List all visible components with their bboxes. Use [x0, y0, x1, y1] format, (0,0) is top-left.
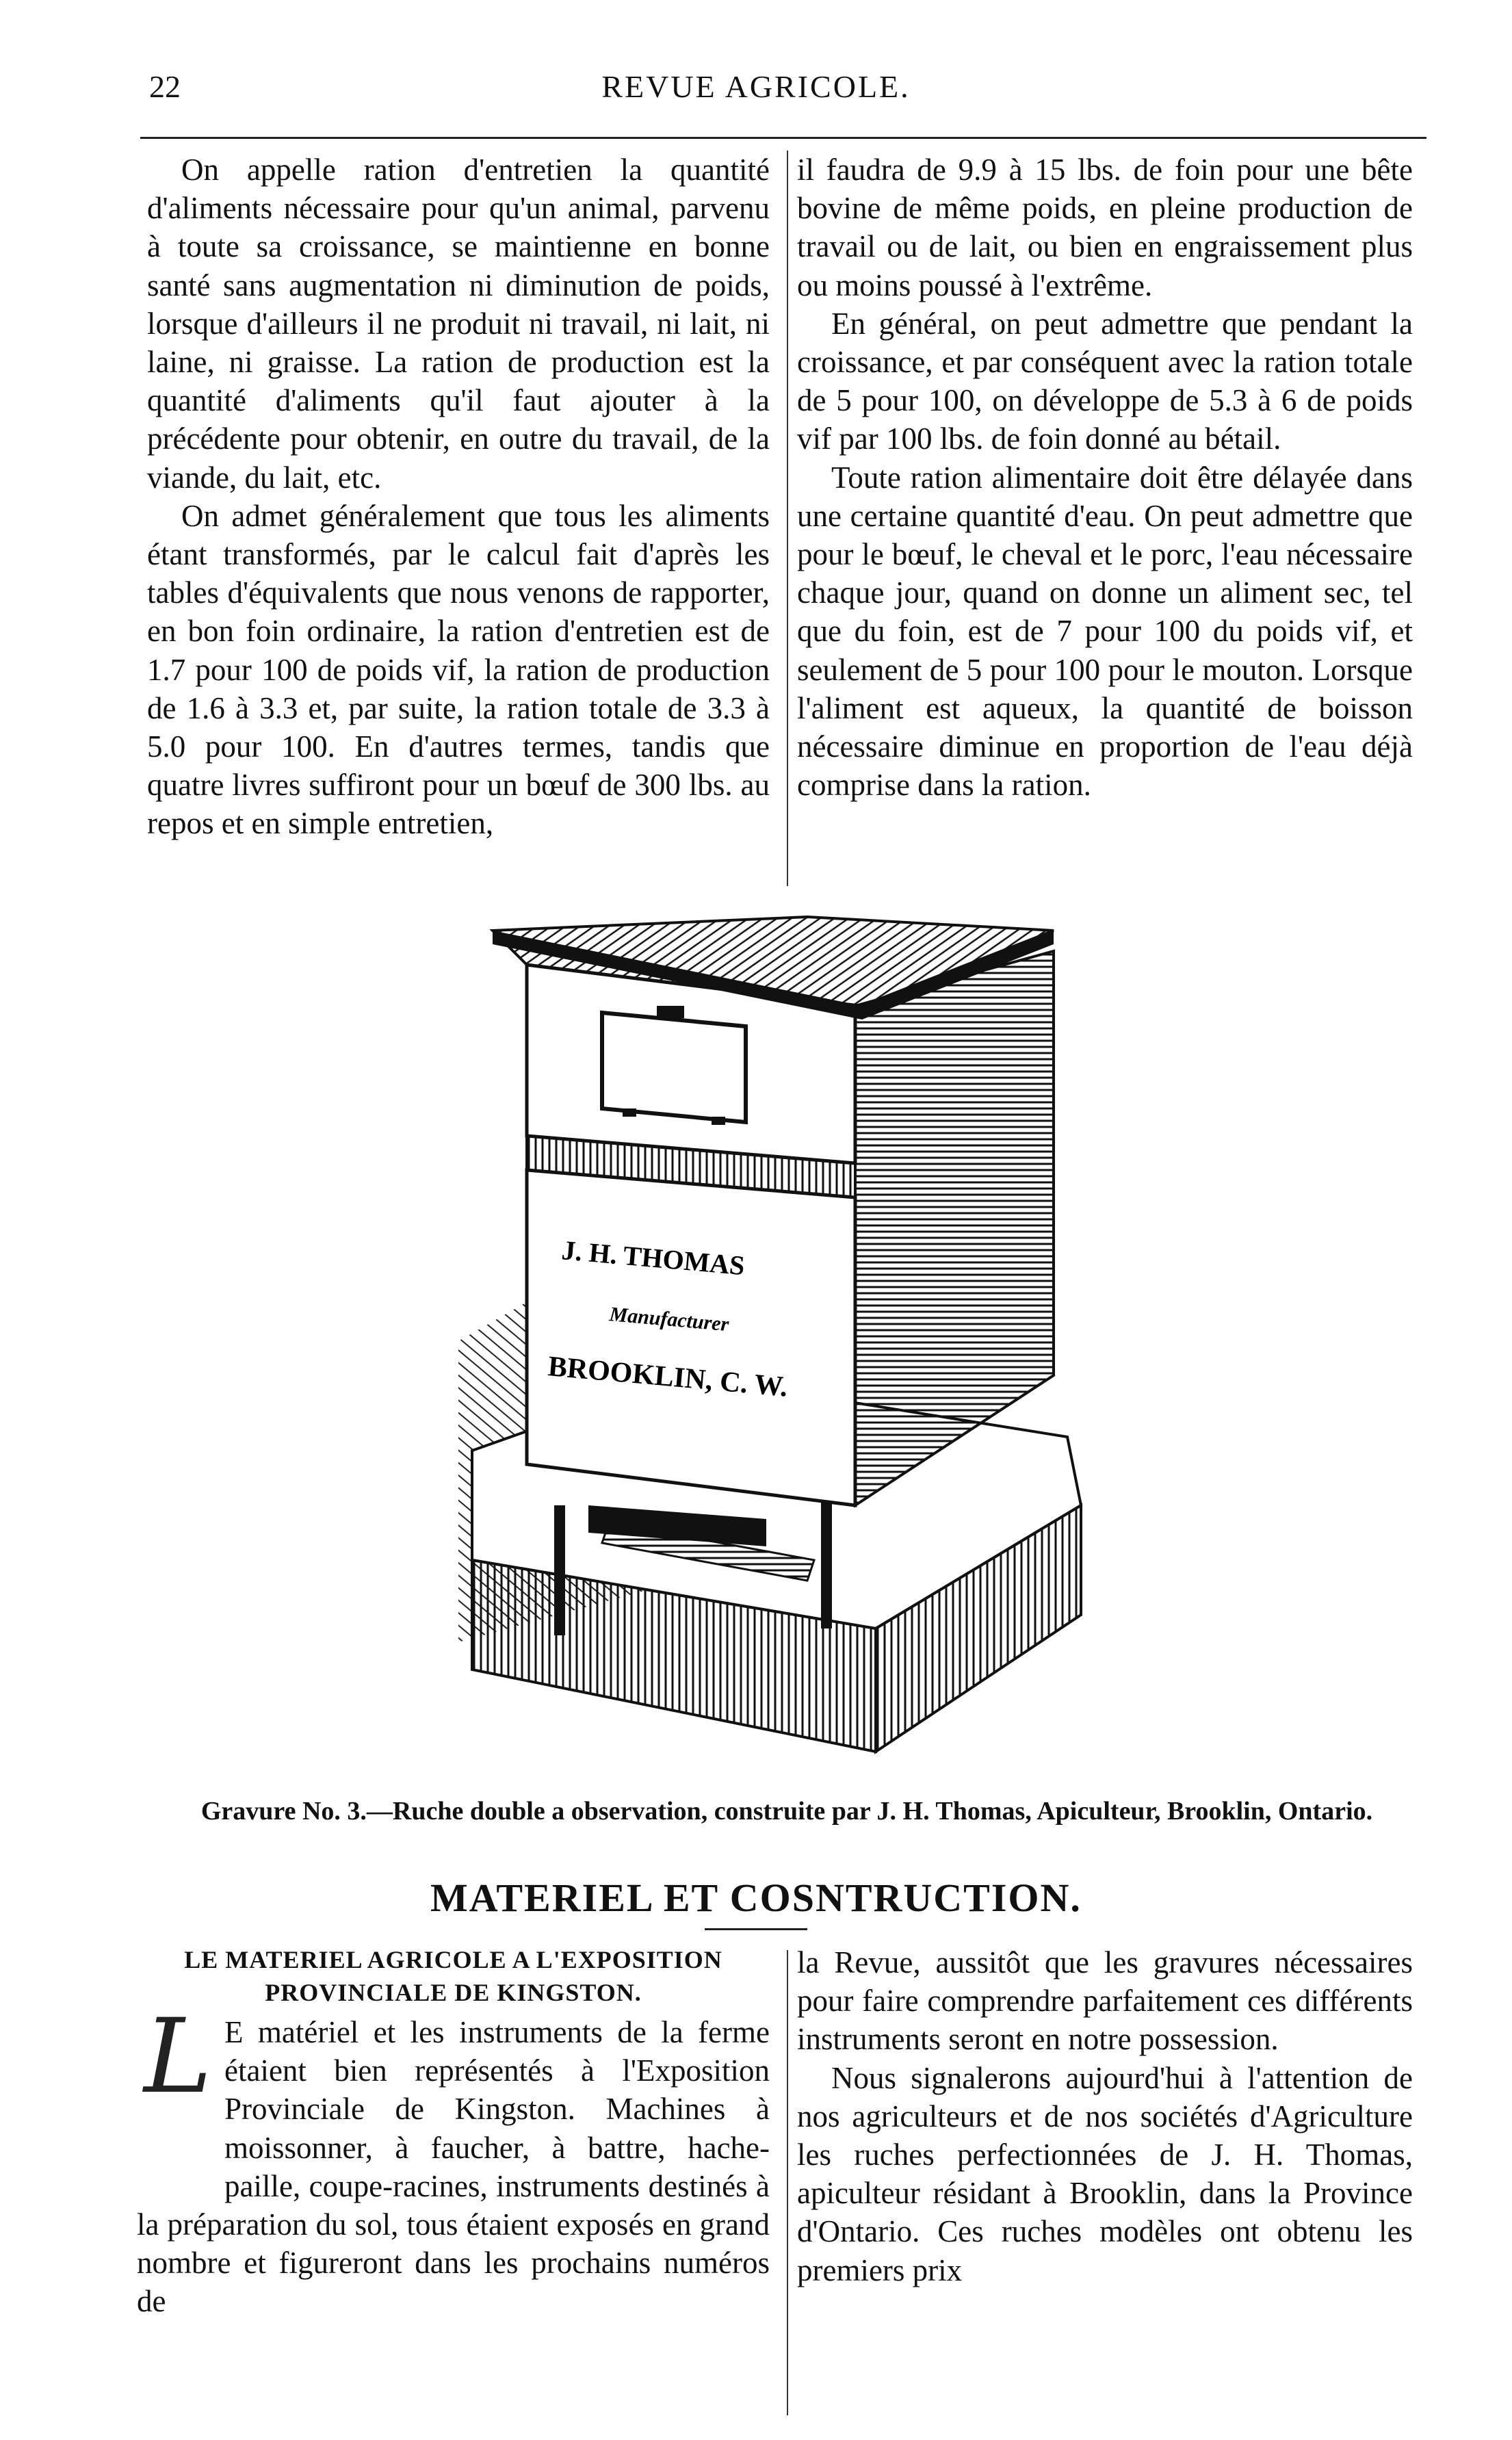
hive-front-lower	[527, 1170, 855, 1505]
paragraph: Nous signalerons aujourd'hui à l'attention de nos agriculteurs et de nos sociétés d'Agriculture les ruches perfectionnées de J. H. Thomas, apiculteur résidant à Brooklin, dans la Province d'Ontario. Ces ruches modèles ont obtenu les premiers prix	[797, 2060, 1413, 2287]
observation-window	[602, 1013, 746, 1122]
bottom-left-column	[137, 1943, 770, 2321]
top-right-column	[797, 151, 1413, 804]
paragraph: la Revue, aussitôt que les gravures nécessaires pour faire comprendre parfaitement ces différents instruments seront en notre possession.	[797, 1945, 1413, 2057]
hive-label-maker: Manufacturer	[608, 1303, 730, 1336]
column-divider	[787, 151, 788, 886]
hive-leg	[554, 1505, 565, 1635]
figure-caption: Gravure No. 3.—Ruche double a observation, construite par J. H. Thomas, Apiculteur, Brooklin, Ontario.	[200, 1797, 1373, 1826]
paragraph: Toute ration alimentaire doit être délayée dans une certaine quantité d'eau. On peut admettre que pour le bœuf, le cheval et le porc, l'eau nécessaire chaque jour, quand on donne un aliment sec, tel que du foin, est de 7 pour 100 du poids vif, et seulement de 5 pour 100 pour le mouton. Lorsque l'aliment est aqueux, la quantité de boisson nécessaire diminue en proportion de l'eau déjà comprise dans la ration.	[797, 460, 1413, 803]
hive-side	[855, 951, 1054, 1505]
beehive-engraving	[452, 903, 1108, 1786]
window-latch	[657, 1006, 684, 1018]
section-rule	[705, 1928, 807, 1930]
hive-leg	[821, 1498, 832, 1628]
paragraph: il faudra de 9.9 à 15 lbs. de foin pour une bête bovine de même poids, en pleine production de travail ou de lait, ou bien en engraissement plus ou moins poussé à l'extrême.	[797, 153, 1413, 302]
page-number: 22	[149, 69, 181, 104]
paragraph: En général, on peut admettre que pendant la croissance, et par conséquent avec la ration totale de 5 pour 100, on développe de 5.3 à 6 de poids vif par 100 lbs. de foin donné au bétail.	[797, 306, 1413, 456]
header-rule	[140, 137, 1426, 139]
hive-label-name: J. H. THOMAS	[560, 1234, 746, 1282]
paragraph: On appelle ration d'entretien la quantité d'aliments nécessaire pour qu'un animal, parvenu à toute sa croissance, se maintienne en bonne santé sans augmentation ni diminution de poids, lorsque d'ailleurs il ne produit ni travail, ni lait, ni laine, ni graisse. La ration de production est la quantité d'aliments qu'il faut ajouter à la précédente pour obtenir, en outre du travail, de la viande, du lait, etc.	[147, 153, 770, 495]
article-heading-line: LE MATERIEL AGRICOLE A L'EXPOSITION	[184, 1946, 722, 1973]
column-divider	[787, 1950, 788, 2415]
hive-drawing	[458, 917, 1081, 1752]
article-heading	[137, 1943, 770, 2009]
article-heading-line: PROVINCIALE DE KINGSTON.	[265, 1979, 642, 2006]
running-title: REVUE AGRICOLE.	[601, 69, 911, 104]
top-left-column	[147, 151, 770, 843]
paragraph: On admet généralement que tous les aliments étant transformés, par le calcul fait d'après les tables d'équivalents que nous venons de rapporter, en bon foin ordinaire, la ration d'entretien est de 1.7 pour 100 de poids vif, la ration de production de 1.6 à 3.3 et, par suite, la ration totale de 3.3 à 5.0 pour 100. En d'autres termes, tandis que quatre livres suffiront pour un bœuf de 300 lbs. au repos et en simple entretien,	[147, 498, 770, 841]
hive-label-place: BROOKLIN, C. W.	[547, 1351, 790, 1403]
paragraph: E matériel et les instruments de la ferme étaient bien représentés à l'Exposition Provinciale de Kingston. Machines à moissonner, à faucher, à battre, hache-paille, coupe-racines, instruments destinés à la préparation du sol, tous étaient exposés en grand nombre et figureront dans les prochains numéros de	[137, 2015, 770, 2319]
drop-cap: L	[144, 1997, 212, 2116]
section-title: MATERIEL ET COSNTRUCTION.	[430, 1876, 1082, 1920]
bottom-right-column	[797, 1943, 1413, 2289]
